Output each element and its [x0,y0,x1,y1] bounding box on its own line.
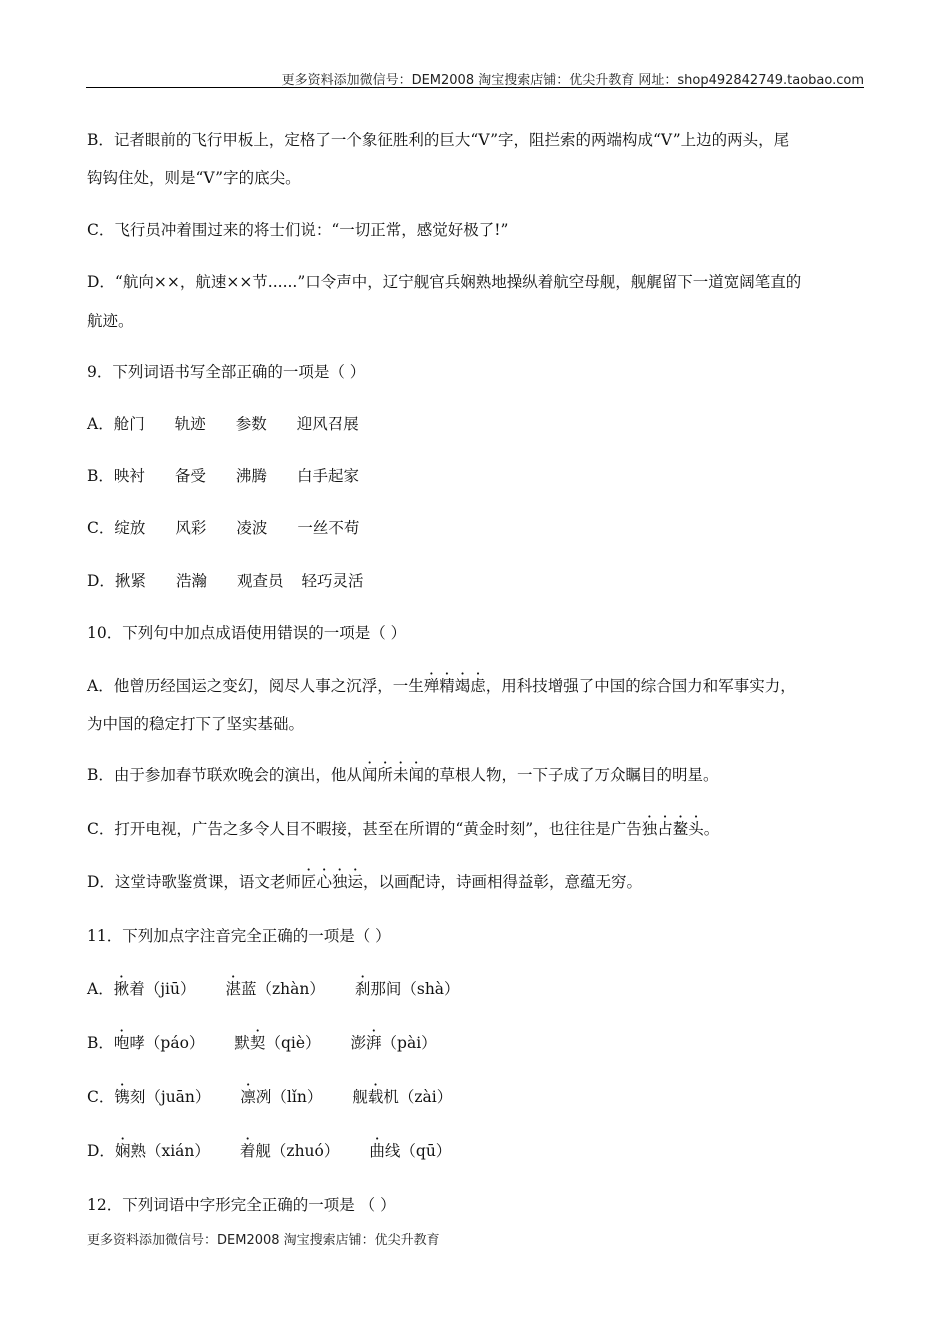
dotted-char: 运 [347,873,363,891]
dotted-char: 占 [657,820,673,838]
option-label: D． [87,1142,115,1160]
q8-option-d-line2: 航迹。 [87,312,134,330]
dotted-char: 刹 [354,980,371,998]
option-label: A． [87,980,114,998]
dotted-char: 着 [239,1142,256,1160]
dotted-char: 所 [377,766,393,784]
q11-option-b [87,1033,865,1053]
word: 一丝不苟 [297,519,360,537]
word-with-pinyin: 机（zài） [383,1088,453,1106]
word: 舱门 [113,415,145,433]
q12-stem: 12．下列词语中字形完全正确的一项是 （ ） [87,1196,396,1214]
dotted-char: 镌 [114,1088,130,1106]
q11-stem: 11．下列加点字注音完全正确的一项是（ ） [87,927,391,945]
q10-option-d [87,872,865,892]
sentence-text: B．由于参加春节联欢晚会的演出，他从 [87,766,362,784]
q8-option-b-line1: B．记者眼前的飞行甲板上，定格了一个象征胜利的巨大“V”字，阻拦索的两端构成“V”上边的两头，尾 [87,131,790,149]
word-with-pinyin: （qiè） [265,1034,321,1052]
dotted-char: 未 [392,766,409,784]
dotted-char: 湛 [225,980,241,998]
dotted-char: 虑 [470,677,486,695]
word: 轻巧灵活 [301,572,364,590]
word: 沸腾 [235,467,267,485]
dotted-char: 闻 [408,766,424,784]
word-with-pinyin: 哮（páo） [129,1034,205,1052]
word: 参数 [235,415,267,433]
dotted-char: 鳌 [672,820,689,838]
word: 白手起家 [296,467,359,485]
q10-option-c [87,819,865,839]
word-with-pinyin: 线（qū） [384,1142,452,1160]
q8-option-d-line1: D．“航向××，航速××节......”口令声中，辽宁舰官兵娴熟地操纵着航空母舰，舰艉留下一道宽阔笔直的 [87,273,802,291]
word-with-pinyin: 熟（xián） [130,1142,210,1160]
dotted-char: 独 [641,820,658,838]
word: 备受 [174,467,206,485]
word: 观查员 [236,572,284,590]
option-label: A． [87,415,114,433]
page-footer: 更多资料添加微信号：DEM2008 淘宝搜索店铺：优尖升教育 [87,1233,440,1248]
word: 轨迹 [174,415,206,433]
q9-option-a [87,414,865,434]
dotted-char: 咆 [113,1034,130,1052]
q9-stem: 9．下列词语书写全部正确的一项是（ ） [87,363,366,381]
word: 迎风召展 [296,415,359,433]
option-label: D． [87,572,115,590]
q10-option-a-line1 [87,676,865,696]
q10-option-a-line2: 为中国的稳定打下了坚实基础。 [87,715,305,733]
sentence-text: ，用科技增强了中国的综合国力和军事实力， [485,677,796,695]
option-label: B． [87,1034,114,1052]
dotted-char: 独 [331,873,348,891]
sentence-text: C．打开电视，广告之多令人目不暇接，甚至在所谓的“黄金时刻”，也往往是广告 [87,820,642,838]
q11-option-c [87,1087,865,1107]
q9-option-d [87,571,865,591]
word-prefix: 默 [234,1034,250,1052]
word: 凌波 [236,519,268,537]
sentence-text: 。 [703,820,720,838]
word-with-pinyin: 蓝（zhàn） [240,980,325,998]
word-with-pinyin: 着（jiū） [129,980,196,998]
q10-option-b [87,765,865,785]
option-label: C． [87,519,115,537]
word-with-pinyin: 冽（lǐn） [255,1088,323,1106]
dotted-char: 契 [249,1034,266,1052]
dotted-char: 殚 [423,677,440,695]
sentence-text: D．这堂诗歌鉴赏课，语文老师 [87,873,301,891]
q8-option-c: C．飞行员冲着围过来的将士们说：“一切正常，感觉好极了!” [87,221,509,239]
dotted-char: 凛 [240,1088,256,1106]
option-label: B． [87,467,114,485]
word-with-pinyin: 那间（shà） [370,980,460,998]
q11-option-d [87,1141,865,1161]
dotted-char: 心 [316,873,332,891]
page-header: 更多资料添加微信号：DEM2008 淘宝搜索店铺：优尖升教育 网址：shop492842749.taobao.com [281,73,864,88]
header-divider [86,87,864,88]
q10-stem: 10．下列句中加点成语使用错误的一项是（ ） [87,624,407,642]
word: 风彩 [175,519,207,537]
dotted-char: 揪 [113,980,130,998]
sentence-text: A．他曾历经国运之变幻，阅尽人事之沉浮，一生 [87,677,424,695]
word-with-pinyin: 舰（zhuó） [255,1142,340,1160]
dotted-char: 湃 [366,1034,382,1052]
word: 映衬 [113,467,145,485]
dotted-char: 娴 [114,1142,131,1160]
word: 绽放 [114,519,146,537]
dotted-char: 匠 [300,873,317,891]
word-with-pinyin: （pài） [381,1034,437,1052]
word: 揪紧 [114,572,146,590]
sentence-text: ，以画配诗，诗画相得益彰，意蕴无穷。 [363,873,643,891]
word-prefix: 舰 [352,1088,368,1106]
q8-option-b-line2: 钩钩住处，则是“V”字的底尖。 [87,169,301,187]
sentence-text: 的草根人物，一下子成了万众瞩目的明星。 [423,766,719,784]
dotted-char: 曲 [369,1142,385,1160]
dotted-char: 精 [439,677,455,695]
word-with-pinyin: 刻（juān） [129,1088,211,1106]
q9-option-c [87,518,865,538]
dotted-char: 头 [688,820,704,838]
word-prefix: 澎 [350,1034,367,1052]
word: 浩瀚 [175,572,207,590]
dotted-char: 载 [367,1088,384,1106]
dotted-char: 竭 [454,677,471,695]
option-label: C． [87,1088,115,1106]
q9-option-b [87,466,865,486]
dotted-char: 闻 [361,766,378,784]
q11-option-a [87,979,865,999]
